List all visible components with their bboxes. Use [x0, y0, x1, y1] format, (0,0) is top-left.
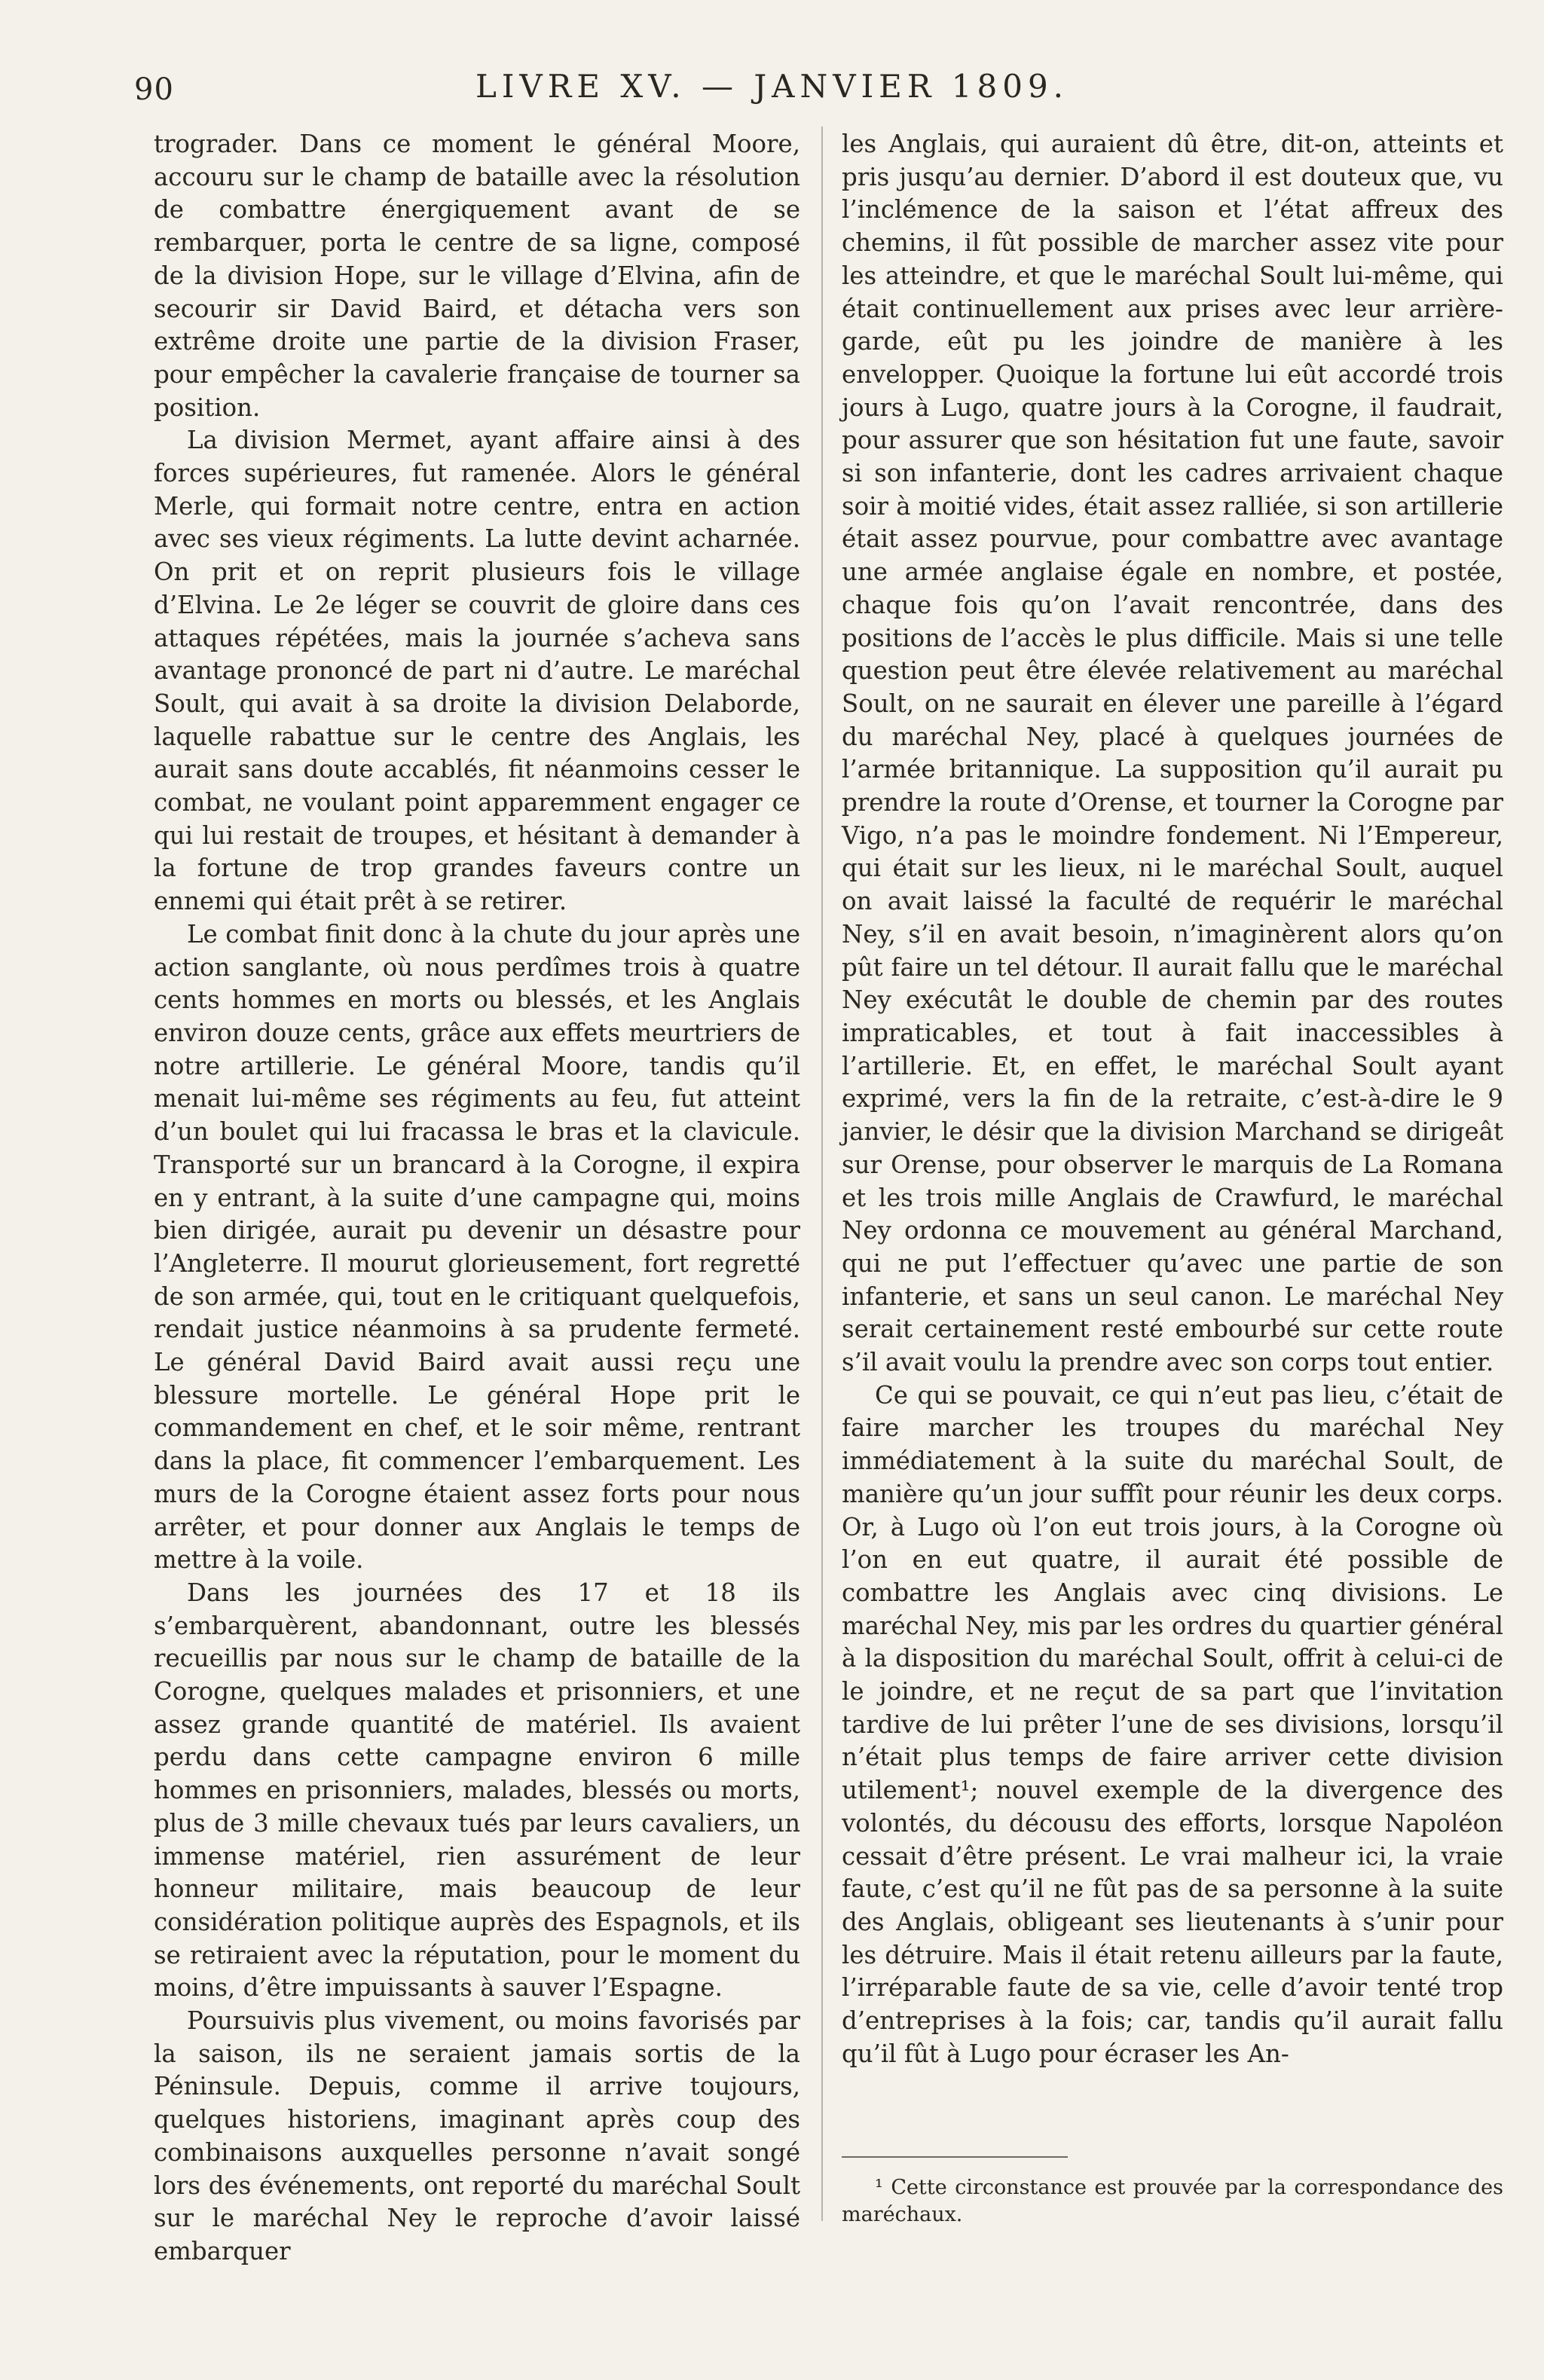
column-divider: [821, 127, 823, 2221]
running-head: LIVRE XV. — JANVIER 1809.: [475, 68, 1069, 105]
paragraph: Le combat finit donc à la chute du jour après une action sanglante, où nous perdîmes trois à quatre cents hommes en morts ou blessés, et les Anglais environ douze cents, grâce aux effets meurtriers de notre artillerie. Le général Moore, tandis qu’il menait lui-même ses régiments au feu, fut atteint d’un boulet qui lui fracassa le bras et la clavicule. Transporté sur un brancard à la Corogne, il expira en y entrant, à la suite d’une campagne qui, moins bien dirigée, aurait pu devenir un désastre pour l’Angleterre. Il mourut glorieusement, fort regretté de son armée, qui, tout en le critiquant quelquefois, rendait justice néanmoins à sa prudente fermeté. Le général David Baird avait aussi reçu une blessure mortelle. Le général Hope prit le commandement en chef, et le soir même, rentrant dans la place, fit commencer l’embarquement. Les murs de la Corogne étaient assez forts pour nous arrêter, et pour donner aux Anglais le temps de mettre à la voile.: [154, 919, 800, 1575]
paragraph: les Anglais, qui auraient dû être, dit-on, atteints et pris jusqu’au dernier. D’abord il est douteux que, vu l’inclémence de la saison et l’état affreux des chemins, il fût possible de marcher assez vite pour les atteindre, et que le maréchal Soult lui-même, qui était continuellement aux prises avec leur arrière-garde, eût pu les joindre de manière à les envelopper. Quoique la fortune lui eût accordé trois jours à Lugo, quatre jours à la Corogne, il faudrait, pour assurer que son hésitation fut une faute, savoir si son infanterie, dont les cadres arrivaient chaque soir à moitié vides, était assez ralliée, si son artillerie était assez pourvue, pour combattre avec avantage une armée anglaise égale en nombre, et postée, chaque fois qu’on l’avait rencontrée, dans des positions de l’accès le plus difficile. Mais si une telle question peut être élevée relativement au maréchal Soult, on ne saurait en élever une pareille à l’égard du maréchal Ney, placé à quelques journées de l’armée britannique. La supposition qu’il aurait pu prendre la route d’Orense, et tourner la Corogne par Vigo, n’a pas le moindre fondement. Ni l’Empereur, qui était sur les lieux, ni le maréchal Soult, auquel on avait laissé la faculté de requérir le maréchal Ney, s’il en avait besoin, n’imaginèrent alors qu’on pût faire un tel détour. Il aurait fallu que le maréchal Ney exécutât le double de chemin par des routes impraticables, et tout à fait inaccessibles à l’artillerie. Et, en effet, le maréchal Soult ayant exprimé, vers la fin de la retraite, c’est-à-dire le 9 janvier, le désir que la division Marchand se dirigeât sur Orense, pour observer le marquis de La Romana et les trois mille Anglais de Crawfurd, le maréchal Ney ordonna ce mouvement au général Marchand, qui ne put l’effectuer qu’avec une partie de son infanterie, et sans un seul canon. Le maréchal Ney serait certainement resté embourbé sur cette route s’il avait voulu la prendre avec son corps tout entier.: [842, 130, 1503, 1377]
footnote: ¹ Cette circonstance est prouvée par la correspondance des maréchaux.: [842, 2176, 1503, 2226]
paragraph: trograder. Dans ce moment le général Moore, accouru sur le champ de bataille avec la résolution de combattre énergiquement avant de se rembarquer, porta le centre de sa ligne, composé de la division Hope, sur le village d’Elvina, afin de secourir sir David Baird, et détacha vers son extrême droite une partie de la division Fraser, pour empêcher la cavalerie française de tourner sa position.: [154, 130, 800, 422]
footnote-rule: [842, 2156, 1068, 2158]
paragraph: Ce qui se pouvait, ce qui n’eut pas lieu, c’était de faire marcher les troupes du maréchal Ney immédiatement à la suite du maréchal Soult, de manière qu’un jour suffît pour réunir les deux corps. Or, à Lugo où l’on eut trois jours, à la Corogne où l’on en eut quatre, il aurait été possible de combattre les Anglais avec cinq divisions. Le maréchal Ney, mis par les ordres du quartier général à la disposition du maréchal Soult, offrit à celui-ci de le joindre, et ne reçut de sa part que l’invitation tardive de lui prêter l’une de ses divisions, lorsqu’il n’était plus temps de faire arriver cette division utilement¹; nouvel exemple de la divergence des volontés, du décousu des efforts, lorsque Napoléon cessait d’être présent. Le vrai malheur ici, la vraie faute, c’est qu’il ne fût pas de sa personne à la suite des Anglais, obligeant ses lieutenants à s’unir pour les détruire. Mais il était retenu ailleurs par la faute, l’irréparable faute de sa vie, celle d’avoir tenté trop d’entreprises à la fois; car, tandis qu’il aurait fallu qu’il fût à Lugo pour écraser les An-: [842, 1380, 1503, 2068]
footnotes: [842, 2174, 1503, 2229]
right-column: [842, 128, 1503, 2070]
paragraph: Dans les journées des 17 et 18 ils s’embarquèrent, abandonnant, outre les blessés recueillis par nous sur le champ de bataille de la Corogne, quelques malades et prisonniers, et une assez grande quantité de matériel. Ils avaient perdu dans cette campagne environ 6 mille hommes en prisonniers, malades, blessés ou morts, plus de 3 mille chevaux tués par leurs cavaliers, un immense matériel, rien assurément de leur honneur militaire, mais beaucoup de leur considération politique auprès des Espagnols, et ils se retiraient avec la réputation, pour le moment du moins, d’être impuissants à sauver l’Espagne.: [154, 1578, 800, 2003]
paragraph: Poursuivis plus vivement, ou moins favorisés par la saison, ils ne seraient jamais sortis de la Péninsule. Depuis, comme il arrive toujours, quelques historiens, imaginant après coup des combinaisons auxquelles personne n’avait songé lors des événements, ont reporté du maréchal Soult sur le maréchal Ney le reproche d’avoir laissé embarquer: [154, 2006, 800, 2265]
paragraph: La division Mermet, ayant affaire ainsi à des forces supérieures, fut ramenée. Alors le général Merle, qui formait notre centre, entra en action avec ses vieux régiments. La lutte devint acharnée. On prit et on reprit plusieurs fois le village d’Elvina. Le 2e léger se couvrit de gloire dans ces attaques répétées, mais la journée s’acheva sans avantage prononcé de part ni d’autre. Le maréchal Soult, qui avait à sa droite la division Delaborde, laquelle rabattue sur le centre des Anglais, les aurait sans doute accablés, fit néanmoins cesser le combat, ne voulant point apparemment engager ce qui lui restait de troupes, et hésitant à demander à la fortune de trop grandes faveurs contre un ennemi qui était prêt à se retirer.: [154, 426, 800, 916]
left-column: [154, 128, 800, 2268]
page-number: 90: [134, 72, 174, 107]
